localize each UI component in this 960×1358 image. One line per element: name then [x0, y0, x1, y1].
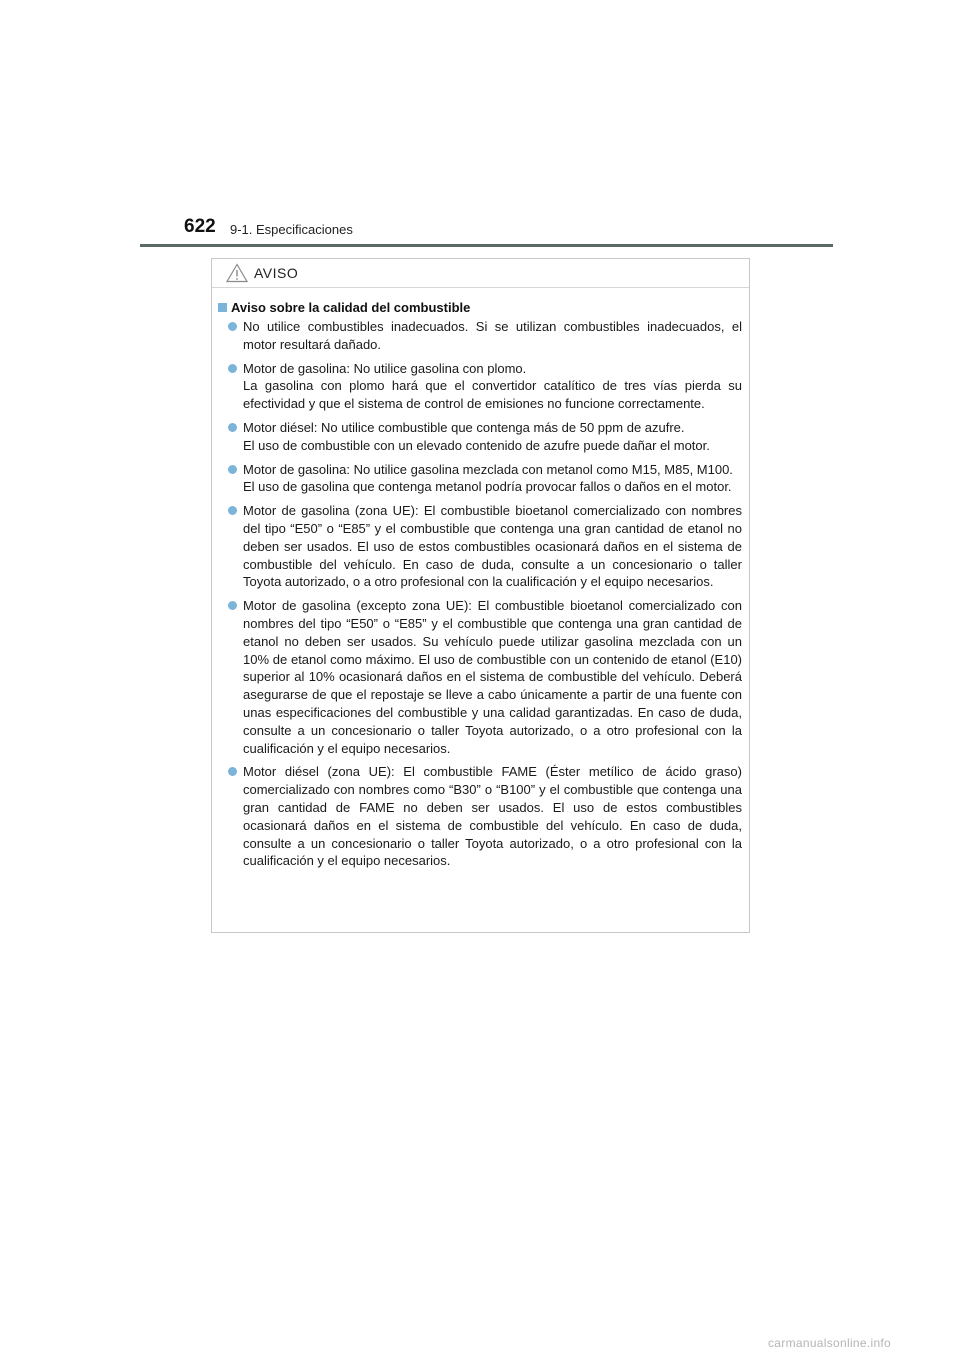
warning-triangle-icon [226, 263, 248, 283]
topic-heading [218, 300, 742, 315]
bullet-dot-icon [228, 767, 237, 776]
watermark: carmanualsonline.info [768, 1336, 892, 1350]
item-text: Motor de gasolina (excepto zona UE): El combustible bioetanol comercializado con nombres del tipo “E50” o “E85” y el combustible que contenga una gran cantidad de etanol no deben ser usados. Su vehículo puede utilizar gasolina mezclada con un 10% de etanol como máximo. El uso de combustible con un contenido de etanol (E10) superior al 10% ocasionará daños en el sistema de combustible del vehículo. Deberá asegurarse de que el repostaje se lleve a cabo únicamente a partir de una fuente con unas especificaciones del combustible y una calidad garantizadas. En caso de duda, consulte a un concesionario o taller Toyota autorizado, o a otro profesional con la cualificación y el equipo necesarios. [243, 598, 742, 756]
item-text: Motor de gasolina (zona UE): El combustible bioetanol comercializado con nombres del tipo “E50” o “E85” y el combustible que contenga una gran cantidad de etanol no deben ser usados. El uso de estos combustibles ocasionará daños en el sistema de combustible del vehículo. En caso de duda, consulte a un concesionario o taller Toyota autorizado, o a otro profesional con la cualificación y el equipo necesarios. [243, 503, 742, 590]
bullet-dot-icon [228, 364, 237, 373]
list-item [218, 502, 742, 591]
warning-box [211, 258, 750, 933]
list-item [218, 597, 742, 757]
list-item [218, 318, 742, 354]
bullet-dot-icon [228, 465, 237, 474]
item-text: Motor de gasolina: No utilice gasolina mezclada con metanol como M15, M85, M100. [243, 461, 733, 477]
warning-header [212, 259, 749, 288]
list-item [218, 461, 742, 497]
bullet-dot-icon [228, 423, 237, 432]
item-text: No utilice combustibles inadecuados. Si se utilizan combustibles inadecuados, el motor resultará dañado. [243, 319, 742, 352]
page-number: 622 [184, 216, 216, 237]
square-bullet-icon [218, 303, 227, 312]
item-text: Motor diésel: No utilice combustible que contenga más de 50 ppm de azufre. [243, 419, 685, 435]
item-text: Motor de gasolina: No utilice gasolina con plomo. [243, 360, 527, 376]
section-title: 9-1. Especificaciones [230, 222, 353, 237]
list-item [218, 360, 742, 413]
header-rule [140, 244, 833, 247]
warning-label: AVISO [254, 265, 299, 281]
item-text: La gasolina con plomo hará que el convertidor catalítico de tres vías pierda su efectividad y que el sistema de control de emisiones no funcione correctamente. [243, 378, 742, 412]
item-text: El uso de gasolina que contenga metanol podría provocar fallos o daños en el motor. [243, 479, 732, 495]
item-text: Motor diésel (zona UE): El combustible FAME (Éster metílico de ácido graso) comercializado con nombres como “B30” o “B100” y el combustible que contenga una gran cantidad de FAME no deben ser usados. El uso de estos combustibles ocasionará daños en el sistema de combustible del vehículo. En caso de duda, consulte a un concesionario o taller Toyota autorizado, o a otro profesional con la cualificación y el equipo necesarios. [243, 764, 742, 869]
list-item [218, 419, 742, 455]
topic-heading-text: Aviso sobre la calidad del combustible [231, 300, 471, 315]
list-item [218, 763, 742, 870]
item-text: El uso de combustible con un elevado contenido de azufre puede dañar el motor. [243, 437, 710, 453]
page-header [184, 214, 834, 248]
bullet-dot-icon [228, 601, 237, 610]
bullet-dot-icon [228, 322, 237, 331]
bullet-dot-icon [228, 506, 237, 515]
warning-body [212, 288, 749, 870]
